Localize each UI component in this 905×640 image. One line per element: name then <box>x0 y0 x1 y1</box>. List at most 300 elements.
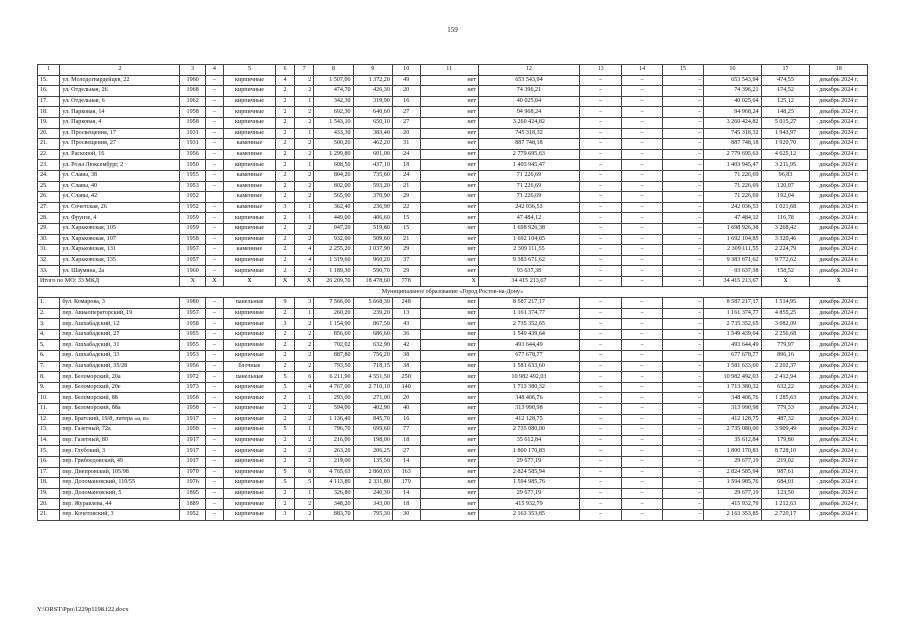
table-cell: – <box>662 404 703 415</box>
table-cell: 1973 <box>180 382 206 393</box>
table-cell: 11 <box>420 65 478 76</box>
table-cell: декабрь 2024 г. <box>810 478 868 489</box>
table-cell: 1952 <box>180 202 206 213</box>
table-cell: 735,60 <box>353 170 392 181</box>
table-cell: 1962 <box>180 96 206 107</box>
table-row <box>38 139 868 150</box>
table-row <box>38 255 868 266</box>
table-cell: – <box>579 117 622 128</box>
table-cell: 10 982 492,03 <box>478 372 579 383</box>
table-cell: пер. Авиаоператорский, 19 <box>60 308 180 319</box>
table-cell: 6. <box>38 351 60 362</box>
table-cell: 2 <box>276 446 295 457</box>
table-cell: – <box>579 223 622 234</box>
table-row <box>38 329 868 340</box>
table-cell: кирпичные <box>223 467 275 478</box>
table-cell: 236,90 <box>353 202 392 213</box>
table-cell: кирпичные <box>223 425 275 436</box>
table-cell: 74 396,21 <box>478 86 579 97</box>
table-cell: 1931 <box>180 128 206 139</box>
table-cell: – <box>579 329 622 340</box>
table-cell: 242 036,53 <box>704 202 761 213</box>
table-cell: пер. Ашхабадский, 35/28 <box>60 361 180 372</box>
table-cell: 12. <box>38 414 60 425</box>
table-cell: 692,30 <box>314 107 353 118</box>
table-cell: панельные <box>223 298 275 309</box>
total-row <box>38 276 868 287</box>
table-cell: 14. <box>38 435 60 446</box>
table-cell: – <box>579 393 622 404</box>
table-cell: кирпичные <box>223 509 275 520</box>
table-cell: декабрь 2024 г. <box>810 340 868 351</box>
table-cell: 383,40 <box>353 128 392 139</box>
table-cell: 1889 <box>180 499 206 510</box>
table-cell: – <box>579 181 622 192</box>
table-cell: – <box>205 213 223 224</box>
table-cell: 487,32 <box>761 414 810 425</box>
table-cell: 2 <box>276 107 295 118</box>
table-cell: декабрь 2024 г. <box>810 467 868 478</box>
table-cell: 7 <box>295 65 314 76</box>
table-cell: каменные <box>223 192 275 203</box>
table-cell: 412 128,75 <box>704 414 761 425</box>
table-cell: декабрь 2024 г. <box>810 266 868 277</box>
table-cell: 260,20 <box>314 308 353 319</box>
table-cell: 1972 <box>180 372 206 383</box>
table-cell: декабрь 2024 г. <box>810 425 868 436</box>
table-cell: 10. <box>38 393 60 404</box>
table-cell: – <box>205 425 223 436</box>
table-cell: – <box>205 181 223 192</box>
table-cell: 1970 <box>180 467 206 478</box>
table-cell: 4 <box>295 255 314 266</box>
table-cell: 13. <box>38 425 60 436</box>
table-cell: нет <box>420 255 478 266</box>
table-cell: 15 <box>662 65 703 76</box>
table-cell: – <box>622 75 662 86</box>
table-cell: 1 189,30 <box>314 266 353 277</box>
table-cell: 5 <box>276 425 295 436</box>
table-cell: – <box>579 128 622 139</box>
table-cell: кирпичные <box>223 329 275 340</box>
table-cell: 135,50 <box>353 456 392 467</box>
table-cell: – <box>662 86 703 97</box>
table-cell: нет <box>420 128 478 139</box>
table-cell: 216,00 <box>314 435 353 446</box>
table-cell: 1 543,10 <box>314 117 353 128</box>
table-cell: 19. <box>38 117 60 128</box>
table-cell: – <box>579 170 622 181</box>
table-cell: – <box>205 382 223 393</box>
table-cell: 26. <box>38 192 60 203</box>
table-cell: 2 <box>276 213 295 224</box>
table-cell: декабрь 2024 г. <box>810 149 868 160</box>
table-cell: 40 025,04 <box>704 96 761 107</box>
table-cell: – <box>579 509 622 520</box>
table-cell: 684,01 <box>761 478 810 489</box>
table-cell: 2 710,10 <box>353 382 392 393</box>
table-cell: 2 <box>295 107 314 118</box>
table-cell: 250 <box>392 372 420 383</box>
table-row <box>38 170 868 181</box>
table-cell: 4 113,80 <box>314 478 353 489</box>
table-cell: 1955 <box>180 329 206 340</box>
table-cell: – <box>205 255 223 266</box>
table-cell: 1957 <box>180 255 206 266</box>
table-cell: пер. Газетный, 72а <box>60 425 180 436</box>
table-cell: 1 372,20 <box>353 75 392 86</box>
table-cell: кирпичные <box>223 499 275 510</box>
table-cell: – <box>622 86 662 97</box>
table-cell: – <box>579 96 622 107</box>
table-cell: 326,80 <box>314 488 353 499</box>
table-cell: 426,30 <box>353 86 392 97</box>
table-cell: 1953 <box>180 351 206 362</box>
table-cell: 2. <box>38 308 60 319</box>
table-cell: – <box>662 435 703 446</box>
table-cell: – <box>205 223 223 234</box>
table-cell: 15. <box>38 446 60 457</box>
table-cell: 5 015,27 <box>761 117 810 128</box>
table-cell: 2 309 111,55 <box>478 245 579 256</box>
table-cell: – <box>205 298 223 309</box>
table-cell: нет <box>420 160 478 171</box>
table-cell: нет <box>420 478 478 489</box>
table-cell: 47 484,12 <box>478 213 579 224</box>
table-cell: декабрь 2024 г. <box>810 488 868 499</box>
table-cell: нет <box>420 488 478 499</box>
table-cell: – <box>622 266 662 277</box>
table-cell: – <box>662 181 703 192</box>
table-cell: 2 <box>276 329 295 340</box>
table-cell: 3 <box>180 65 206 76</box>
table-cell: – <box>579 467 622 478</box>
table-cell: 2 <box>295 340 314 351</box>
table-cell: 4 765,63 <box>314 467 353 478</box>
table-cell: 437,10 <box>353 160 392 171</box>
table-row <box>38 404 868 415</box>
table-row <box>38 213 868 224</box>
table-cell: 198,00 <box>353 435 392 446</box>
table-cell: – <box>205 245 223 256</box>
table-cell: 3 909,49 <box>761 425 810 436</box>
table-row <box>38 75 868 86</box>
table-cell: 1955 <box>180 170 206 181</box>
table-cell: 38 <box>392 361 420 372</box>
table-cell: 313 990,98 <box>478 404 579 415</box>
table-cell: 2 412,94 <box>761 372 810 383</box>
table-cell: нет <box>420 181 478 192</box>
table-cell: пер. Ашхабадский, 31 <box>60 340 180 351</box>
table-cell: – <box>622 255 662 266</box>
table-cell: декабрь 2024 г. <box>810 361 868 372</box>
table-cell: – <box>662 478 703 489</box>
table-cell: 2 <box>295 414 314 425</box>
table-cell: – <box>205 202 223 213</box>
table-cell: 9 383 671,62 <box>704 255 761 266</box>
table-cell: 3 260 424,82 <box>478 117 579 128</box>
table-cell: 15 <box>392 223 420 234</box>
table-cell: нет <box>420 202 478 213</box>
table-cell: 632,22 <box>761 382 810 393</box>
table-cell: 17 <box>761 65 810 76</box>
table-cell: – <box>662 139 703 150</box>
table-cell: 2 <box>295 266 314 277</box>
table-cell: 7. <box>38 361 60 372</box>
table-cell: – <box>622 234 662 245</box>
table-cell: 677 678,77 <box>478 351 579 362</box>
table-row <box>38 361 868 372</box>
table-cell: 745 318,32 <box>704 128 761 139</box>
table-cell: пер. Газетный, 80 <box>60 435 180 446</box>
table-cell: 24 <box>392 170 420 181</box>
table-cell: X <box>180 276 206 287</box>
table-cell: – <box>622 382 662 393</box>
table-cell: 932,00 <box>314 234 353 245</box>
table-cell: 8 587 217,17 <box>478 298 579 309</box>
table-cell: 1957 <box>180 308 206 319</box>
table-row <box>38 266 868 277</box>
table-cell: – <box>622 308 662 319</box>
table-cell: 348,20 <box>314 499 353 510</box>
table-cell: 31 <box>392 139 420 150</box>
table-cell: 4 625,12 <box>761 149 810 160</box>
table-cell: – <box>662 351 703 362</box>
table-cell: 402,90 <box>353 404 392 415</box>
table-row <box>38 499 868 510</box>
table-cell: – <box>579 488 622 499</box>
table-cell: декабрь 2024 г. <box>810 128 868 139</box>
table-cell: 2 <box>276 361 295 372</box>
table-cell: X <box>276 276 295 287</box>
table-cell: 148,25 <box>761 107 810 118</box>
table-cell: 96,83 <box>761 170 810 181</box>
table-cell: 1 <box>295 160 314 171</box>
table-cell: 5 <box>276 467 295 478</box>
table-cell: блочные <box>223 361 275 372</box>
table-cell: 2 309 111,55 <box>704 245 761 256</box>
table-cell: – <box>579 139 622 150</box>
table-cell: декабрь 2024 г. <box>810 435 868 446</box>
table-cell: – <box>622 319 662 330</box>
table-cell: – <box>662 319 703 330</box>
table-cell: 779,33 <box>761 404 810 415</box>
table-cell: – <box>579 149 622 160</box>
table-row <box>38 234 868 245</box>
table-cell: 1 698 926,38 <box>704 223 761 234</box>
table-cell: 2 <box>276 308 295 319</box>
table-cell: 2 720,17 <box>761 509 810 520</box>
table-row <box>38 117 868 128</box>
table-cell: 1 403 945,47 <box>478 160 579 171</box>
table-row <box>38 456 868 467</box>
table-cell: – <box>662 276 703 287</box>
table-cell: 2 <box>295 170 314 181</box>
table-cell: 1958 <box>180 117 206 128</box>
table-cell: 2 779 695,63 <box>704 149 761 160</box>
table-cell: 10 982 492,03 <box>704 372 761 383</box>
table-cell: 2 <box>276 160 295 171</box>
table-cell: 1917 <box>180 446 206 457</box>
table-cell: 1956 <box>180 149 206 160</box>
table-cell: 16. <box>38 456 60 467</box>
table-cell: 565,90 <box>314 192 353 203</box>
table-cell: нет <box>420 404 478 415</box>
table-cell: 313 990,98 <box>704 404 761 415</box>
table-cell: 5 668,30 <box>353 298 392 309</box>
table-cell: декабрь 2024 г. <box>810 329 868 340</box>
table-cell: 20 <box>392 128 420 139</box>
table-cell: 795,30 <box>353 509 392 520</box>
table-cell: 1 514,95 <box>761 298 810 309</box>
table-cell: пер. Беломорский, 88а <box>60 404 180 415</box>
table-cell: X <box>295 276 314 287</box>
table-cell: 5 <box>223 65 275 76</box>
table-cell: пер. Грибоедовский, 49 <box>60 456 180 467</box>
table-cell: 2 <box>295 149 314 160</box>
table-row <box>38 298 868 309</box>
table-cell: ул. Просвещения, 27 <box>60 139 180 150</box>
table-cell: 2 <box>276 488 295 499</box>
table-cell: декабрь 2024 г. <box>810 86 868 97</box>
table-cell: декабрь 2024 г. <box>810 404 868 415</box>
table-cell: 804,20 <box>314 170 353 181</box>
table-cell: 1957 <box>180 245 206 256</box>
table-cell: 27 <box>392 446 420 457</box>
table-cell: – <box>205 340 223 351</box>
table-cell: 14 <box>392 488 420 499</box>
table-cell: 3 082,09 <box>761 319 810 330</box>
table-cell: – <box>662 128 703 139</box>
table-cell: – <box>579 340 622 351</box>
table-cell: 16 <box>392 414 420 425</box>
table-cell: каменные <box>223 181 275 192</box>
table-cell: кирпичные <box>223 478 275 489</box>
table-cell: пер. Ашхабадский, 33 <box>60 351 180 362</box>
table-row <box>38 149 868 160</box>
table-cell: декабрь 2024 г. <box>810 223 868 234</box>
table-cell: – <box>205 488 223 499</box>
table-cell: – <box>622 404 662 415</box>
table-cell: – <box>205 117 223 128</box>
table-cell: 4 767,00 <box>314 382 353 393</box>
table-cell: – <box>205 499 223 510</box>
table-cell: 16 <box>704 65 761 76</box>
table-cell: 22. <box>38 149 60 160</box>
table-cell: – <box>622 117 662 128</box>
table-cell: 8 <box>314 65 353 76</box>
table-cell: нет <box>420 425 478 436</box>
table-cell: – <box>662 414 703 425</box>
table-cell: – <box>662 329 703 340</box>
table-cell: – <box>622 170 662 181</box>
table-cell: декабрь 2024 г. <box>810 372 868 383</box>
table-cell: нет <box>420 266 478 277</box>
table-cell: 49 <box>392 75 420 86</box>
table-cell: 26 209,70 <box>314 276 353 287</box>
table-cell: 1 <box>295 488 314 499</box>
table-cell: 13 <box>579 65 622 76</box>
table-cell: 1 692 104,85 <box>478 234 579 245</box>
table-cell: 93 637,38 <box>704 266 761 277</box>
page-number: 159 <box>447 26 458 34</box>
table-cell: 474,70 <box>314 86 353 97</box>
table-cell: ул. Харьковская, 131 <box>60 245 180 256</box>
table-cell: – <box>622 509 662 520</box>
table-cell: 3 320,46 <box>761 234 810 245</box>
table-cell: 17. <box>38 467 60 478</box>
table-cell: 1956 <box>180 361 206 372</box>
table-cell: 219,02 <box>761 456 810 467</box>
table-cell: нет <box>420 139 478 150</box>
table-cell: 867,50 <box>353 319 392 330</box>
table-cell: 71 226,69 <box>478 170 579 181</box>
table-cell: декабрь 2024 г. <box>810 255 868 266</box>
table-cell: – <box>205 128 223 139</box>
table-cell: – <box>579 435 622 446</box>
table-cell: – <box>579 446 622 457</box>
table-cell: 2 <box>276 456 295 467</box>
table-row <box>38 488 868 499</box>
table-cell: нет <box>420 499 478 510</box>
table-cell: нет <box>420 319 478 330</box>
table-cell: каменные <box>223 202 275 213</box>
table-row <box>38 351 868 362</box>
table-row <box>38 509 868 520</box>
table-cell: нет <box>420 223 478 234</box>
table-cell: – <box>205 361 223 372</box>
table-cell: 17. <box>38 96 60 107</box>
table-cell: 2 <box>276 266 295 277</box>
table-cell: кирпичные <box>223 160 275 171</box>
housing-repair-table <box>37 64 868 521</box>
table-cell: 248 <box>392 298 420 309</box>
table-cell: 342,30 <box>314 96 353 107</box>
table-cell: – <box>662 298 703 309</box>
table-cell: кирпичные <box>223 404 275 415</box>
table-cell: 242 036,53 <box>478 202 579 213</box>
table-cell: 32. <box>38 255 60 266</box>
table-cell: 493 644,49 <box>704 340 761 351</box>
table-cell: 2 <box>295 139 314 150</box>
table-cell: – <box>205 404 223 415</box>
table-cell: 2 <box>276 86 295 97</box>
table-cell: 887 748,18 <box>478 139 579 150</box>
table-cell: нет <box>420 351 478 362</box>
table-row <box>38 96 868 107</box>
table-cell: 2 735 080,00 <box>478 425 579 436</box>
table-cell: пер. Беломорский, 20е <box>60 382 180 393</box>
table-cell: 1 800 170,83 <box>478 446 579 457</box>
table-cell: – <box>205 308 223 319</box>
table-cell: – <box>579 499 622 510</box>
table-row <box>38 245 868 256</box>
table-cell: – <box>205 446 223 457</box>
table-cell: 1968 <box>180 86 206 97</box>
table-cell: – <box>662 509 703 520</box>
table-cell: кирпичные <box>223 223 275 234</box>
table-row <box>38 467 868 478</box>
table-cell: – <box>662 192 703 203</box>
table-cell: 2 <box>295 499 314 510</box>
table-cell: ул. Славы, 38 <box>60 170 180 181</box>
table-cell: – <box>662 499 703 510</box>
table-cell: каменные <box>223 245 275 256</box>
table-cell: 1976 <box>180 478 206 489</box>
table-cell: нет <box>420 393 478 404</box>
table-row <box>38 107 868 118</box>
table-cell: X <box>420 276 478 287</box>
